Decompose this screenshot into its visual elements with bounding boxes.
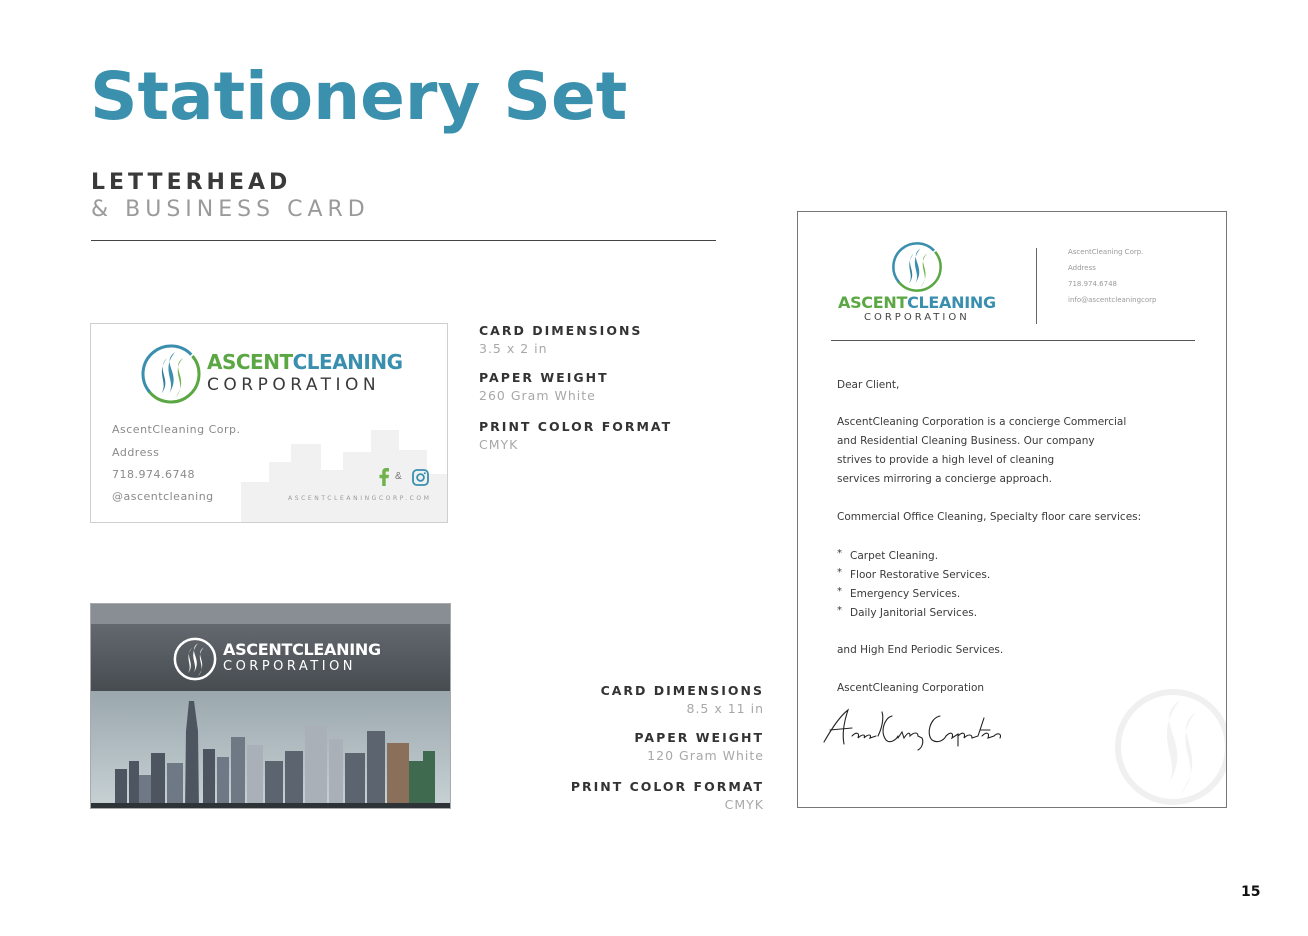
company-logo-white-icon <box>172 636 218 682</box>
letterhead: ASCENTCLEANING CORPORATION AscentCleaning Corp. Address 718.974.6748 info@ascentcleaningcorp Dear Client, AscentCleaning Corporation is a concierge Commercial and Residential Cleaning Business. Our company strives to provide a high level of cleaning services mirroring a concierge approach. Commercial Office Cleaning, Specialty floor care services: * Carpet Cleaning. * Floor Restorative Services. * Emergency Services. * Daily Janitorial Services. and High End Periodic Services. AscentCleaning Corporation <box>797 211 1227 808</box>
letterhead-divider <box>831 340 1195 341</box>
letterhead-vertical-divider <box>1036 248 1037 324</box>
card-website: ASCENTCLEANINGCORP.COM <box>288 495 432 502</box>
page-title: Stationery Set <box>90 58 628 135</box>
handwritten-signature <box>822 706 1004 752</box>
card-handle: @ascentcleaning <box>112 490 214 503</box>
letterhead-contact-phone: 718.974.6748 <box>1068 280 1117 288</box>
spec-value: 260 Gram White <box>479 388 596 403</box>
company-tagline-white: CORPORATION <box>223 659 357 674</box>
letter-closing: and High End Periodic Services. <box>837 644 1004 656</box>
section-subtitle: & BUSINESS CARD <box>91 197 370 222</box>
header-divider <box>91 240 716 241</box>
card-back-band-top <box>91 604 450 624</box>
letter-line: AscentCleaning Corporation is a concierge Commercial <box>837 416 1127 428</box>
spec-card-dimensions <box>479 323 642 356</box>
spec-label: CARD DIMENSIONS <box>600 683 764 698</box>
spec-paper-weight <box>479 370 609 403</box>
social-separator: & <box>395 471 402 482</box>
instagram-icon <box>412 469 429 486</box>
spec-label: PRINT COLOR FORMAT <box>570 779 764 794</box>
spec-label: PRINT COLOR FORMAT <box>479 419 673 434</box>
card-address: Address <box>112 446 160 459</box>
letter-line: services mirroring a concierge approach. <box>837 473 1052 485</box>
spec-value: 120 Gram White <box>647 748 764 763</box>
business-card-back <box>90 603 451 809</box>
letterhead-contact-address: Address <box>1068 264 1096 272</box>
letter-line: strives to provide a high level of cleaning <box>837 454 1055 466</box>
section-title: LETTERHEAD <box>91 170 292 195</box>
spec-label: PAPER WEIGHT <box>634 730 764 745</box>
letterhead-logo-icon <box>890 240 944 294</box>
company-logo-icon <box>139 342 203 406</box>
company-wordmark: ASCENTCLEANING <box>207 350 403 374</box>
letterhead-contact-company: AscentCleaning Corp. <box>1068 248 1144 256</box>
business-card-front <box>90 323 448 523</box>
letterhead-tagline: CORPORATION <box>864 312 970 323</box>
letter-paragraph <box>837 413 1126 489</box>
card-phone: 718.974.6748 <box>112 468 195 481</box>
facebook-icon <box>378 468 390 486</box>
spec-value: 3.5 x 2 in <box>479 341 548 356</box>
page-number: 15 <box>1241 884 1261 900</box>
spec-label: PAPER WEIGHT <box>479 370 609 385</box>
spec-value: 8.5 x 11 in <box>686 701 764 716</box>
spec-label: CARD DIMENSIONS <box>479 323 643 338</box>
letter-line: and Residential Cleaning Business. Our company <box>837 435 1095 447</box>
spec-value: CMYK <box>479 437 519 452</box>
spec-letterhead-dimensions <box>540 683 764 716</box>
company-tagline: CORPORATION <box>207 375 381 395</box>
spec-letterhead-paper-weight <box>540 730 764 763</box>
spec-print-color <box>479 419 672 452</box>
logo-watermark-icon <box>1108 682 1227 808</box>
company-wordmark-white: ASCENTCLEANING <box>223 640 381 659</box>
letter-services-intro: Commercial Office Cleaning, Specialty floor care services: <box>837 511 1142 523</box>
spec-value: CMYK <box>724 797 764 812</box>
city-skyline-photo <box>91 691 451 809</box>
letter-sign-off: AscentCleaning Corporation <box>837 682 985 694</box>
letterhead-wordmark: ASCENTCLEANING <box>838 293 996 312</box>
spec-letterhead-print-color <box>540 779 764 812</box>
letter-greeting: Dear Client, <box>837 379 900 391</box>
card-company-name: AscentCleaning Corp. <box>112 423 241 436</box>
letterhead-contact-email: info@ascentcleaningcorp <box>1068 296 1157 304</box>
